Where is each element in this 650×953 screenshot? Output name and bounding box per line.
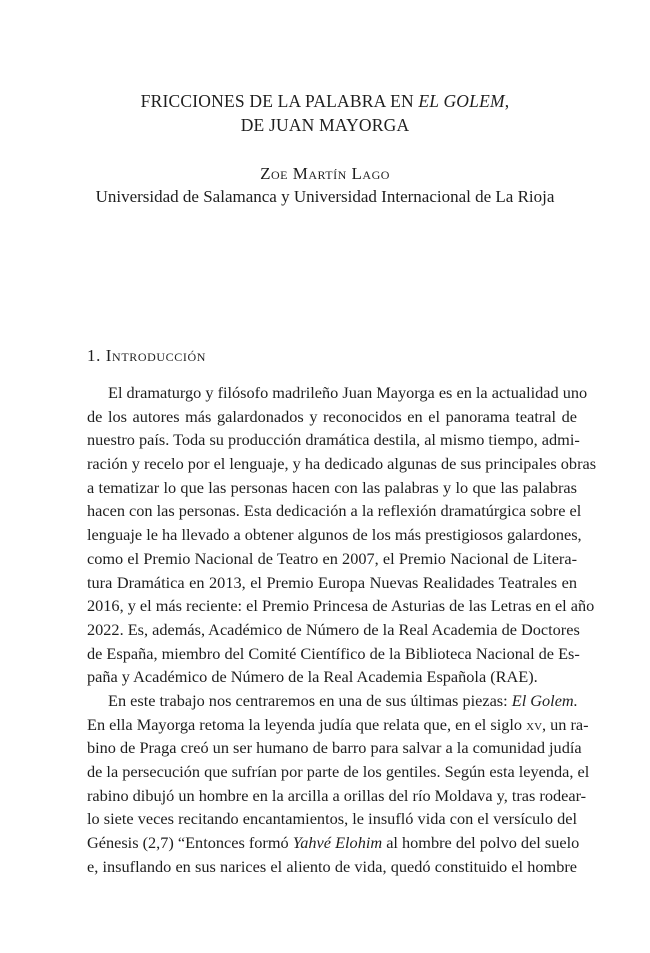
body-line: lenguaje le ha llevado a obtener algunos de los más prestigiosos galardones,	[87, 525, 582, 545]
body-line: tura Dramática en 2013, el Premio Europa Nuevas Realidades Teatrales en	[87, 572, 577, 592]
body-line: de España, miembro del Comité Científico de la Biblioteca Nacional de Es-	[87, 643, 580, 663]
body-line: bino de Praga creó un ser humano de barro para salvar a la comunidad judía	[87, 738, 582, 758]
body-line: e, insuflando en sus narices el aliento de vida, quedó constituido el hombre	[87, 856, 577, 876]
body-line: lo siete veces recitando encantamientos, le insufló vida con el versículo del	[87, 809, 577, 829]
body-line: nuestro país. Toda su producción dramática destila, al mismo tiempo, admi-	[87, 430, 580, 450]
body-text-run: En este trabajo nos centraremos en una de sus últimas piezas:	[108, 690, 512, 710]
author-name: Zoe Martín Lago	[260, 164, 390, 183]
body-line: a tematizar lo que las personas hacen con las palabras y lo que las palabras	[87, 477, 577, 497]
title-text: FRICCIONES DE LA PALABRA EN	[140, 91, 419, 111]
body-text-run: En ella Mayorga retoma la leyenda judía que relata que, en el siglo	[87, 714, 527, 734]
body-text-run: , un ra-	[542, 714, 589, 734]
italic-work-title: El Golem.	[511, 690, 578, 710]
body-line: paña y Académico de Número de la Real Academia Española (RAE).	[87, 667, 538, 687]
body-line: 2022. Es, además, Académico de Número de la Real Academia de Doctores	[87, 619, 580, 639]
italic-divine-name: Yahvé Elohim	[292, 833, 383, 853]
body-line: de la persecución que sufrían por parte de los gentiles. Según esta leyenda, el	[87, 762, 590, 781]
body-line	[87, 713, 589, 737]
article-title	[0, 89, 650, 137]
body-line: rabino dibujó un hombre en la arcilla a orillas del río Moldava y, tras rodear-	[87, 785, 587, 805]
body-line: hacen con las personas. Esta dedicación a la reflexión dramatúrgica sobre el	[87, 501, 582, 521]
title-italic-work: EL GOLEM	[418, 91, 505, 111]
body-line	[87, 831, 580, 855]
body-line: de los autores más galardonados y reconocidos en el panorama teatral de	[87, 406, 577, 426]
body-text-run: al hombre del polvo del suelo	[382, 833, 580, 853]
title-line-2: DE JUAN MAYORGA	[240, 115, 410, 135]
body-line: El dramaturgo y filósofo madrileño Juan Mayorga es en la actualidad uno	[108, 383, 588, 402]
author-block	[0, 162, 650, 208]
title-comma: ,	[504, 91, 510, 111]
body-text	[87, 381, 597, 878]
body-line: ración y recelo por el lenguaje, y ha dedicado algunas de sus principales obras	[87, 454, 597, 474]
body-line: como el Premio Nacional de Teatro en 2007, el Premio Nacional de Litera-	[87, 548, 577, 568]
body-line	[87, 689, 577, 713]
body-text-run: Génesis (2,7) “Entonces formó	[87, 833, 293, 853]
author-affiliation: Universidad de Salamanca y Universidad Internacional de La Rioja	[95, 187, 555, 206]
century-numeral: xv	[526, 714, 543, 734]
title-line-1	[0, 89, 650, 113]
body-line: 2016, y el más reciente: el Premio Princesa de Asturias de las Letras en el año	[87, 596, 595, 616]
section-heading: 1. Introducción	[87, 346, 206, 365]
